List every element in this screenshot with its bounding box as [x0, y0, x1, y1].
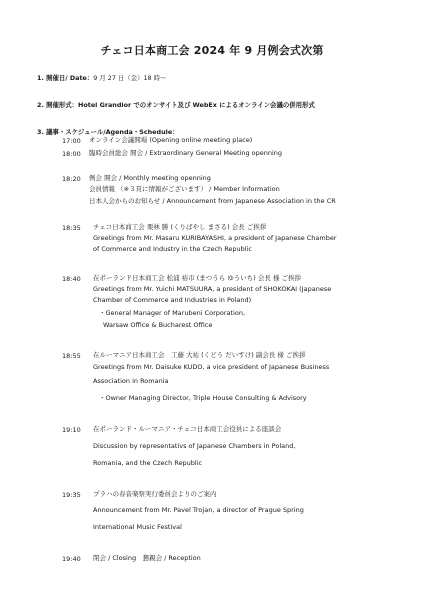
section-agenda: 3. 議事・スケジュール/Agenda・Schedule：: [37, 128, 179, 136]
agenda-line: チェコ日本商工会 栗林 勝 (くりばやし まさる) 会長 ご挨拶: [93, 223, 267, 231]
document-title: チェコ日本商工会 2024 年 9 月例会式次第: [100, 44, 324, 57]
agenda-time: 18:20: [62, 175, 81, 183]
agenda-line: Discussion by representativs of Japanese Chambers in Poland,: [93, 442, 296, 450]
agenda-time: 18:35: [62, 224, 81, 232]
agenda-line: 会員情報 （※３頁に情報がございます） / Member Information: [89, 185, 280, 193]
agenda-line: Chamber of Commerce and Industries in Poland): [93, 296, 252, 304]
agenda-line: ・Owner Managing Director, Triple House Consulting & Advisory: [99, 394, 307, 402]
agenda-time: 18:40: [62, 275, 81, 283]
agenda-line: Greetings from Mr. Daisuke KUDO, a vice president of Japanese Business: [93, 363, 330, 371]
agenda-line: Association in Romania: [93, 377, 169, 385]
agenda-line: Announcement from Mr. Pavel Trojan, a director of Prague Spring: [93, 506, 304, 514]
agenda-line: オンライン会議開場 (Opening online meeting place): [89, 136, 253, 144]
agenda-line: Greetings from Mr. Yuichi MATSUURA, a president of SHOKOKAI (Japanese: [93, 285, 332, 293]
agenda-line: 在ルーマニア日本商工会 工藤 大祐 (くどう だいすけ) 副会長 様 ご挨拶: [93, 351, 306, 359]
agenda-line: 在ポーランド日本商工会 松浦 裕市 (まつうら ゆういち) 会長 様 ご挨拶: [93, 274, 302, 282]
section-date-value: 9 月 27 日（金）18 時～: [93, 74, 167, 82]
agenda-line: Greetings from Mr. Masaru KURIBAYASHI, a president of Japanese Chamber: [93, 234, 337, 242]
agenda-line: 例会 開会 / Monthly meeting openning: [89, 174, 211, 182]
agenda-line: 在ポーランド・ルーマニア・チェコ日本商工会役員による座談会: [93, 425, 282, 433]
agenda-time: 17:00: [62, 137, 81, 145]
section-format: 2. 開催形式：Hotel Grandior でのオンサイト及び WebEx によるオンライン会議の併用形式: [37, 101, 315, 109]
agenda-line: Warsaw Office & Bucharest Office: [103, 321, 213, 329]
section-date: [37, 73, 166, 82]
agenda-line: Romania, and the Czech Republic: [93, 459, 203, 467]
agenda-line: プラハの春音楽祭実行委員会よりのご案内: [93, 490, 217, 498]
agenda-line: ・General Manager of Marubeni Corporation,: [99, 309, 246, 317]
agenda-line: 臨時会員総会 開会 / Extraordinary General Meeting openning: [89, 149, 283, 157]
agenda-time: 18:55: [62, 352, 81, 360]
agenda-time: 19:35: [62, 491, 81, 499]
agenda-time: 19:40: [62, 555, 81, 563]
section-date-label: 1. 開催日/ Date：: [37, 74, 94, 82]
agenda-line: 日本人会からのお知らせ / Announcement from Japanese Association in the CR: [89, 197, 336, 205]
agenda-line: International Music Festival: [93, 523, 182, 531]
agenda-line: 閉会 / Closing 懇親会 / Reception: [93, 554, 201, 562]
agenda-time: 18:00: [62, 150, 81, 158]
agenda-line: of Commerce and Industry in the Czech Republic: [93, 245, 252, 253]
agenda-time: 19:10: [62, 426, 81, 434]
